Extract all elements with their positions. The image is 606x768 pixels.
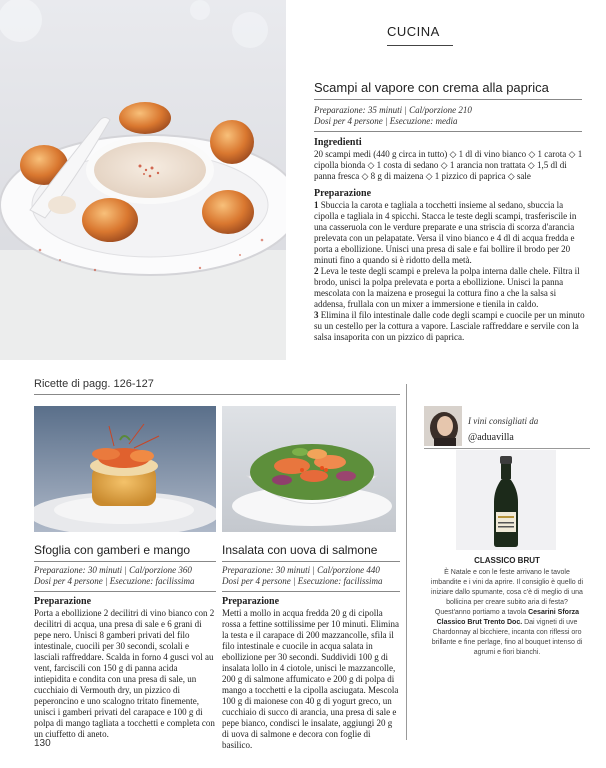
step-number: 1 — [314, 200, 319, 210]
recipe-mid-text: Metti a mollo in acqua fredda 20 g di cipolla rossa a fettine sottilissime per 10 minuti. Elimina la testa e il carapace di 200 mazzancolle, sfila il filo intestinale e cuocile in acqua salata in ebollizione per 30 secondi. Suddividi 100 g di insalata lollo in 4 ciotole, unisci le mazzancolle, 200 g di salmone affumicato e 200 g di polpa di mango a tocchetti e la cipolla asciugata. Mescola 100 g di maionese con 40 g di yogurt greco, un cucchiaio di succo di arancia, una presa di sale e pepe bianco, condisci le insalate, aggiungi 20 g di uova di salmone e decora con foglie di basilico. — [222, 608, 399, 750]
recipe-mid-body — [222, 565, 400, 751]
author-photo — [424, 406, 462, 446]
hero-photo-scampi — [0, 0, 286, 360]
step-number: 3 — [314, 310, 319, 320]
wine-sidebar — [424, 406, 590, 748]
ingredients-list: 20 scampi medi (440 g circa in tutto) ◇ 1 dl di vino bianco ◇ 1 carota ◇ 1 cipolla bionda ◇ 1 costa di sedano ◇ 1 arancia non trattata ◇ 1,5 dl di panna fresca ◇ 8 g di maizena ◇ 1 pizzico di paprica ◇ sale — [314, 149, 583, 181]
page-number: 130 — [34, 738, 51, 749]
wine-desc-bold: Cesarini Sforza Classico Brut Trento Doc. — [436, 609, 580, 626]
section-title: CUCINA — [387, 24, 453, 46]
photo-insalata — [222, 406, 396, 532]
wine-bottle-photo — [456, 450, 556, 550]
step-3 — [314, 310, 586, 343]
recipe-left-meta-2: Dosi per 4 persone | Esecuzione: facilissima — [34, 576, 195, 586]
divider — [424, 448, 590, 449]
divider — [314, 99, 582, 100]
main-recipe-meta-2: Dosi per 4 persone | Esecuzione: media — [314, 116, 458, 126]
divider — [222, 591, 400, 592]
step-number: 2 — [314, 266, 319, 276]
recipe-mid-meta-1: Preparazione: 30 minuti | Cal/porzione 440 — [222, 565, 380, 575]
main-recipe-meta-1: Preparazione: 35 minuti | Cal/porzione 210 — [314, 105, 472, 115]
wine-name: CLASSICO BRUT — [474, 556, 540, 565]
recipe-left-body — [34, 565, 216, 740]
divider — [34, 394, 400, 395]
main-recipe-body — [314, 105, 586, 343]
wine-description — [430, 568, 584, 658]
recipe-left-meta-1: Preparazione: 30 minuti | Cal/porzione 360 — [34, 565, 192, 575]
divider — [314, 131, 582, 132]
divider — [34, 561, 216, 562]
wine-desc-part2: Dai vigneti di uve Chardonnay al bicchiere, incanta con riflessi oro brillante e fine perlage, fino al bouquet intenso di agrumi e fiori bianchi. — [431, 619, 583, 656]
wine-desc-part1: È Natale e con le feste arrivano le tavole imbandite e i vini da aprire. Il consiglio è quello di iniziare dallo spumante, cosa c'è di meglio di una bollicina per creare subito aria di festa? Quest'anno portiamo a tavola — [430, 569, 584, 616]
divider — [222, 561, 400, 562]
recipe-left-prep-heading: Preparazione — [34, 596, 92, 607]
column-divider — [406, 384, 407, 740]
step-2 — [314, 266, 586, 310]
wine-intro: I vini consigliati da — [468, 416, 539, 426]
pages-reference: Ricette di pagg. 126-127 — [34, 378, 154, 390]
preparation-heading: Preparazione — [314, 188, 372, 199]
recipe-mid-prep-heading: Preparazione — [222, 596, 280, 607]
instagram-handle[interactable]: @aduavilla — [468, 432, 514, 443]
recipe-mid-meta-2: Dosi per 4 persone | Esecuzione: facilissima — [222, 576, 383, 586]
step-text: Sbuccia la carota e tagliala a tocchetti insieme al sedano, sbuccia la cipolla e tagliala in 4 spicchi. Stacca le teste degli scampi, trasferiscile in una casseruola con le verdure preparate e una striscia di scorza d'arancia prelevata con un pelapatate. Versa il vino bianco e 4 dl di acqua fredda e porta a ebollizione. Unisci una presa di sale e fai bollire il brodo per 20 minuti fino a quando si è ridotto della metà. — [314, 200, 577, 265]
step-text: Elimina il filo intestinale dalle code degli scampi e cuocile per un minuto su un cestello per la cottura a vapore. Lasciale raffreddare e servile con la salsa insaporita con un pizzico di paprica. — [314, 310, 585, 342]
photo-sfoglia — [34, 406, 216, 532]
step-text: Leva le teste degli scampi e preleva la polpa interna dalle chele. Filtra il brodo, unisci la polpa prelevata e porta a ebollizione. Unisci la panna mescolata con la maizena e prosegui la cottura fino a che la salsa si addensa, frullala con un mixer a immersione e tienila in caldo. — [314, 266, 580, 309]
recipe-left-text: Porta a ebollizione 2 decilitri di vino bianco con 2 decilitri di acqua, una presa di sale e 6 grani di pepe nero. Unisci 8 gamberi privati del filo intestinale, cuocili per 30 secondi, scolali e lasciali raffreddare. Scalda in forno 4 gusci vol au vent, farciscili con 150 g di panna acida intiepidita e condita con una presa di sale, un cucchiaio di Vermouth dry, un pizzico di peperoncino e uno scalogno tritato finemente, unisci i gamberi privati del carapace e 100 g di polpa di mango tagliata a tocchetti e completa con un ciuffetto di aneto. — [34, 608, 215, 739]
step-1 — [314, 200, 586, 266]
ingredients-heading: Ingredienti — [314, 137, 362, 148]
main-recipe-title: Scampi al vapore con crema alla paprica — [314, 80, 549, 95]
recipe-left-title: Sfoglia con gamberi e mango — [34, 543, 191, 557]
recipe-mid-title: Insalata con uova di salmone — [222, 543, 378, 557]
divider — [34, 591, 216, 592]
